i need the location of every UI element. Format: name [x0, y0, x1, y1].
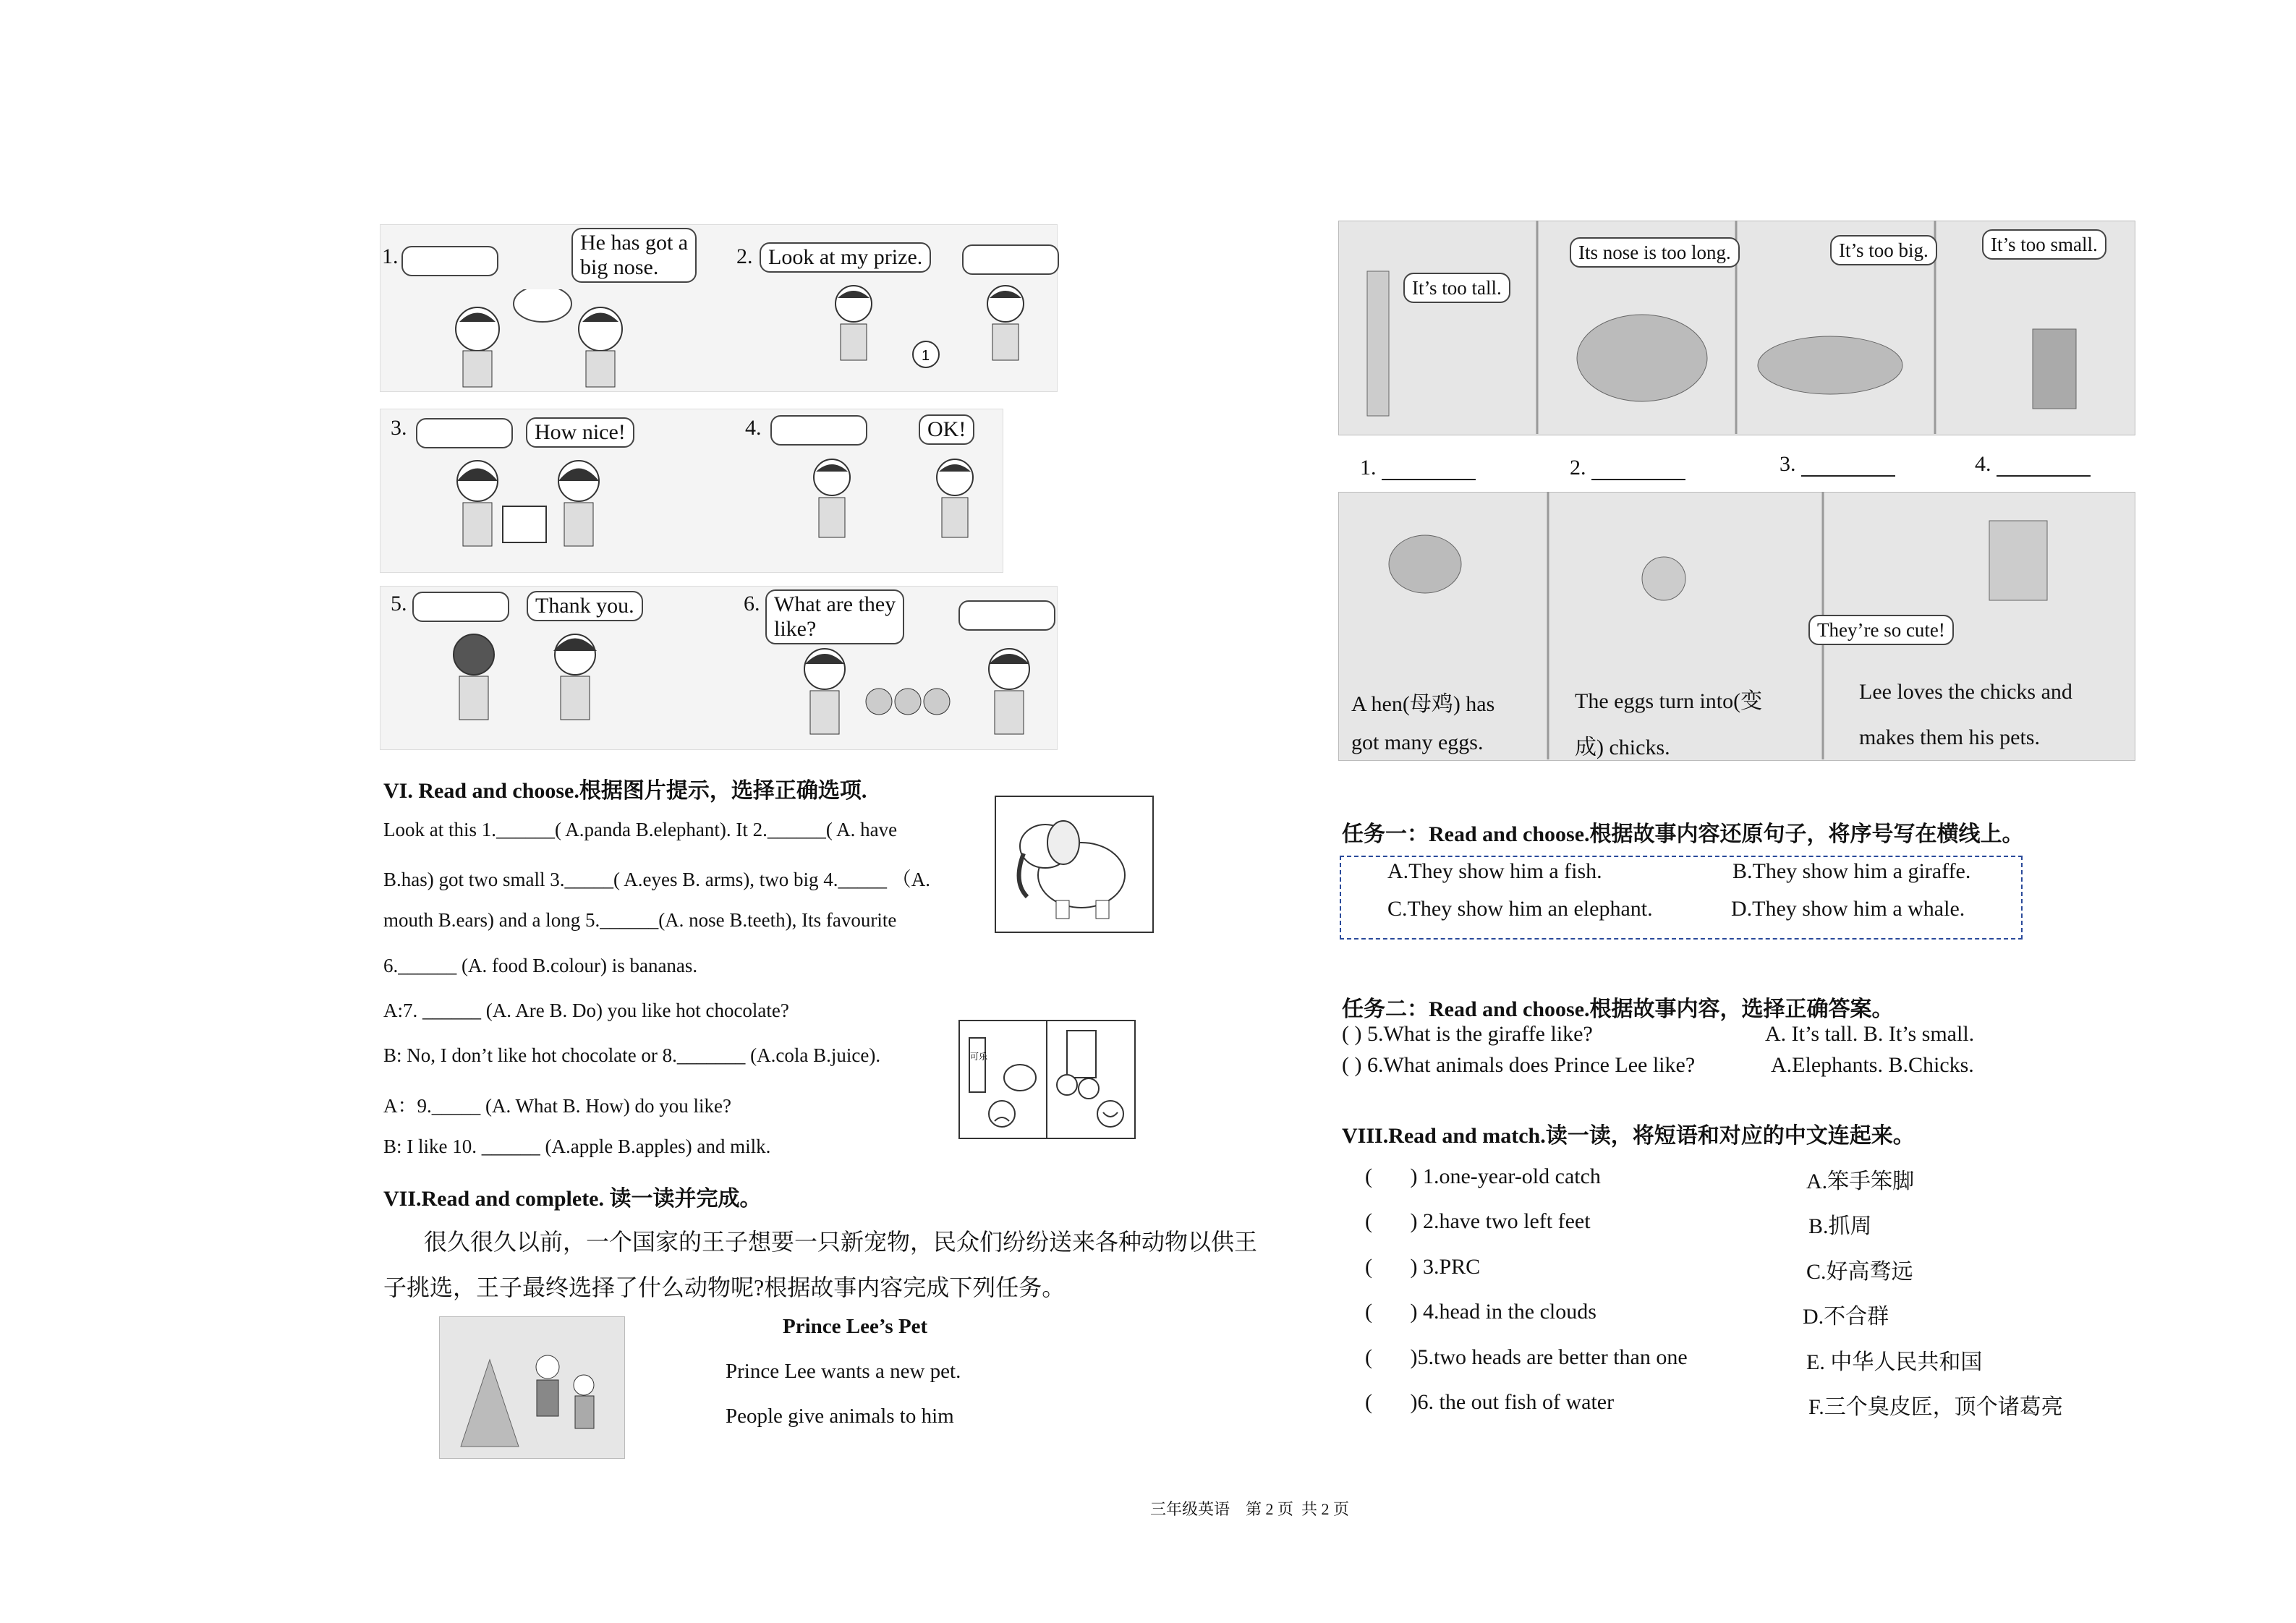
- match-answer: E. 中华人民共和国: [1806, 1350, 1983, 1374]
- comic-bubble: It’s too small.: [1982, 229, 2106, 260]
- food-likes-picture: [958, 1020, 1136, 1139]
- vi-line: Look at this 1.______( A.panda B.elephant). It 2.______( A. have: [383, 819, 898, 840]
- answer-blank-bubble: [412, 592, 509, 622]
- comic-caption: The eggs turn into(变: [1575, 689, 1763, 713]
- match-item: ( ) 4.head in the clouds: [1365, 1300, 1596, 1324]
- speech-text: What are they: [774, 592, 896, 616]
- match-answer: D.不合群: [1803, 1305, 1889, 1329]
- answer-blank-bubble: [958, 600, 1055, 631]
- speech-text: like?: [774, 617, 817, 641]
- match-item: ( ) 1.one-year-old catch: [1365, 1164, 1601, 1188]
- task2-options: A. It’s tall. B. It’s small.: [1765, 1022, 1975, 1046]
- story-line: Prince Lee wants a new pet.: [726, 1360, 961, 1383]
- boy-and-girl-illustration: [434, 629, 615, 745]
- medal-number: 1: [922, 348, 930, 364]
- vi-line: A：9._____ (A. What B. How) do you like?: [383, 1095, 731, 1117]
- task2-question: ( ) 5.What is the giraffe like?: [1342, 1022, 1593, 1046]
- dialog-number: 4.: [745, 416, 762, 440]
- vii-intro: 很久很久以前，一个国家的王子想要一只新宠物，民众们纷纷送来各种动物以供王: [424, 1229, 1258, 1255]
- comic-bubble: Its nose is too long.: [1570, 237, 1740, 268]
- vi-line: B: I like 10. ______ (A.apple B.apples) and milk.: [383, 1136, 771, 1157]
- section-vii-heading: VII.Read and complete. 读一读并完成。: [383, 1187, 762, 1211]
- speech-bubble: [571, 228, 697, 283]
- speech-bubble: OK!: [919, 414, 974, 445]
- match-answer: A.笨手笨脚: [1806, 1170, 1915, 1193]
- match-item: ( ) 3.PRC: [1365, 1255, 1481, 1279]
- task1-heading: 任务一：Read and choose.根据故事内容还原句子，将序号写在横线上。: [1342, 822, 2024, 846]
- dialog-number: 5.: [391, 592, 407, 615]
- task1-option: C.They show him an elephant.: [1387, 897, 1653, 921]
- speech-bubble: How nice!: [526, 417, 634, 448]
- vi-line: A:7. ______ (A. Are B. Do) you like hot chocolate?: [383, 1000, 789, 1021]
- vi-line: B: No, I don’t like hot chocolate or 8._______ (A.cola B.juice).: [383, 1044, 881, 1066]
- comic-caption: makes them his pets.: [1859, 725, 2040, 749]
- answer-blank-bubble: [770, 415, 867, 446]
- elephant-picture: [995, 796, 1154, 933]
- vi-line: 6.______ (A. food B.colour) is bananas.: [383, 955, 698, 976]
- dialog-number: 1.: [382, 244, 399, 268]
- match-answer: F.三个臭皮匠，顶个诸葛亮: [1808, 1395, 2063, 1419]
- boy-with-puppets-illustration: [792, 644, 1053, 745]
- task1-option: B.They show him a giraffe.: [1732, 859, 1971, 883]
- match-item: ( ) 2.have two left feet: [1365, 1209, 1591, 1233]
- answer-blank-bubble: [962, 244, 1059, 275]
- comic-blank: 3.: [1780, 452, 1895, 477]
- task2-options: A.Elephants. B.Chicks.: [1771, 1053, 1974, 1077]
- comic-bubble: It’s too tall.: [1403, 273, 1510, 303]
- speech-bubble: Thank you.: [527, 591, 643, 621]
- speech-text: big nose.: [580, 255, 659, 279]
- comic-bubble: It’s too big.: [1830, 235, 1937, 265]
- speech-text: He has got a: [580, 231, 689, 255]
- boys-exercising-illustration: [803, 456, 1005, 571]
- task1-option: A.They show him a fish.: [1387, 859, 1602, 883]
- match-item: ( )6. the out fish of water: [1365, 1390, 1615, 1414]
- answer-blank-bubble: [416, 418, 513, 448]
- dialog-number: 3.: [391, 416, 407, 440]
- comic-blank: 1.: [1360, 456, 1476, 480]
- page-footer: 三年级英语 第 2 页 共 2 页: [1150, 1500, 1350, 1518]
- match-answer: B.抓周: [1808, 1214, 1872, 1238]
- prince-illustration: [439, 1316, 624, 1457]
- task2-question: ( ) 6.What animals does Prince Lee like?: [1342, 1053, 1696, 1077]
- comic-blank: 2.: [1570, 456, 1685, 480]
- task2-heading: 任务二：Read and choose.根据故事内容，选择正确答案。: [1342, 997, 1894, 1021]
- dialog-number: 6.: [744, 592, 760, 615]
- speech-bubble: [765, 589, 904, 644]
- vi-line: B.has) got two small 3._____( A.eyes B. arms), two big 4._____ （A.: [383, 869, 930, 890]
- dialog-number: 2.: [736, 244, 753, 268]
- match-item: ( )5.two heads are better than one: [1365, 1345, 1688, 1369]
- vi-line: mouth B.ears) and a long 5.______(A. nose B.teeth), Its favourite: [383, 909, 897, 931]
- comic-caption: 成) chicks.: [1575, 736, 1670, 759]
- answer-blank-bubble: [401, 246, 498, 276]
- section-viii-heading: VIII.Read and match.读一读，将短语和对应的中文连起来。: [1342, 1124, 1915, 1148]
- boy-with-medal-illustration: [825, 282, 1042, 387]
- match-answer: C.好高骛远: [1806, 1260, 1913, 1284]
- story-title: Prince Lee’s Pet: [783, 1315, 928, 1338]
- comic-blank: 4.: [1975, 452, 2091, 477]
- girls-with-picture-illustration: [441, 456, 615, 568]
- boy-thinking-illustration: [434, 289, 637, 391]
- vii-intro: 子挑选，王子最终选择了什么动物呢?根据故事内容完成下列任务。: [383, 1274, 1066, 1300]
- comic-bubble: They’re so cute!: [1808, 615, 1954, 645]
- section-vi-heading: VI. Read and choose.根据图片提示，选择正确选项.: [383, 779, 867, 803]
- comic-scenes-bottom: [1338, 492, 2134, 759]
- speech-bubble: Look at my prize.: [760, 242, 931, 273]
- comic-caption: A hen(母鸡) has: [1351, 692, 1495, 716]
- comic-caption: got many eggs.: [1351, 730, 1484, 754]
- story-line: People give animals to him: [726, 1405, 954, 1428]
- cola-label: 可乐: [970, 1052, 988, 1062]
- comic-caption: Lee loves the chicks and: [1859, 680, 2072, 704]
- task1-option: D.They show him a whale.: [1731, 897, 1965, 921]
